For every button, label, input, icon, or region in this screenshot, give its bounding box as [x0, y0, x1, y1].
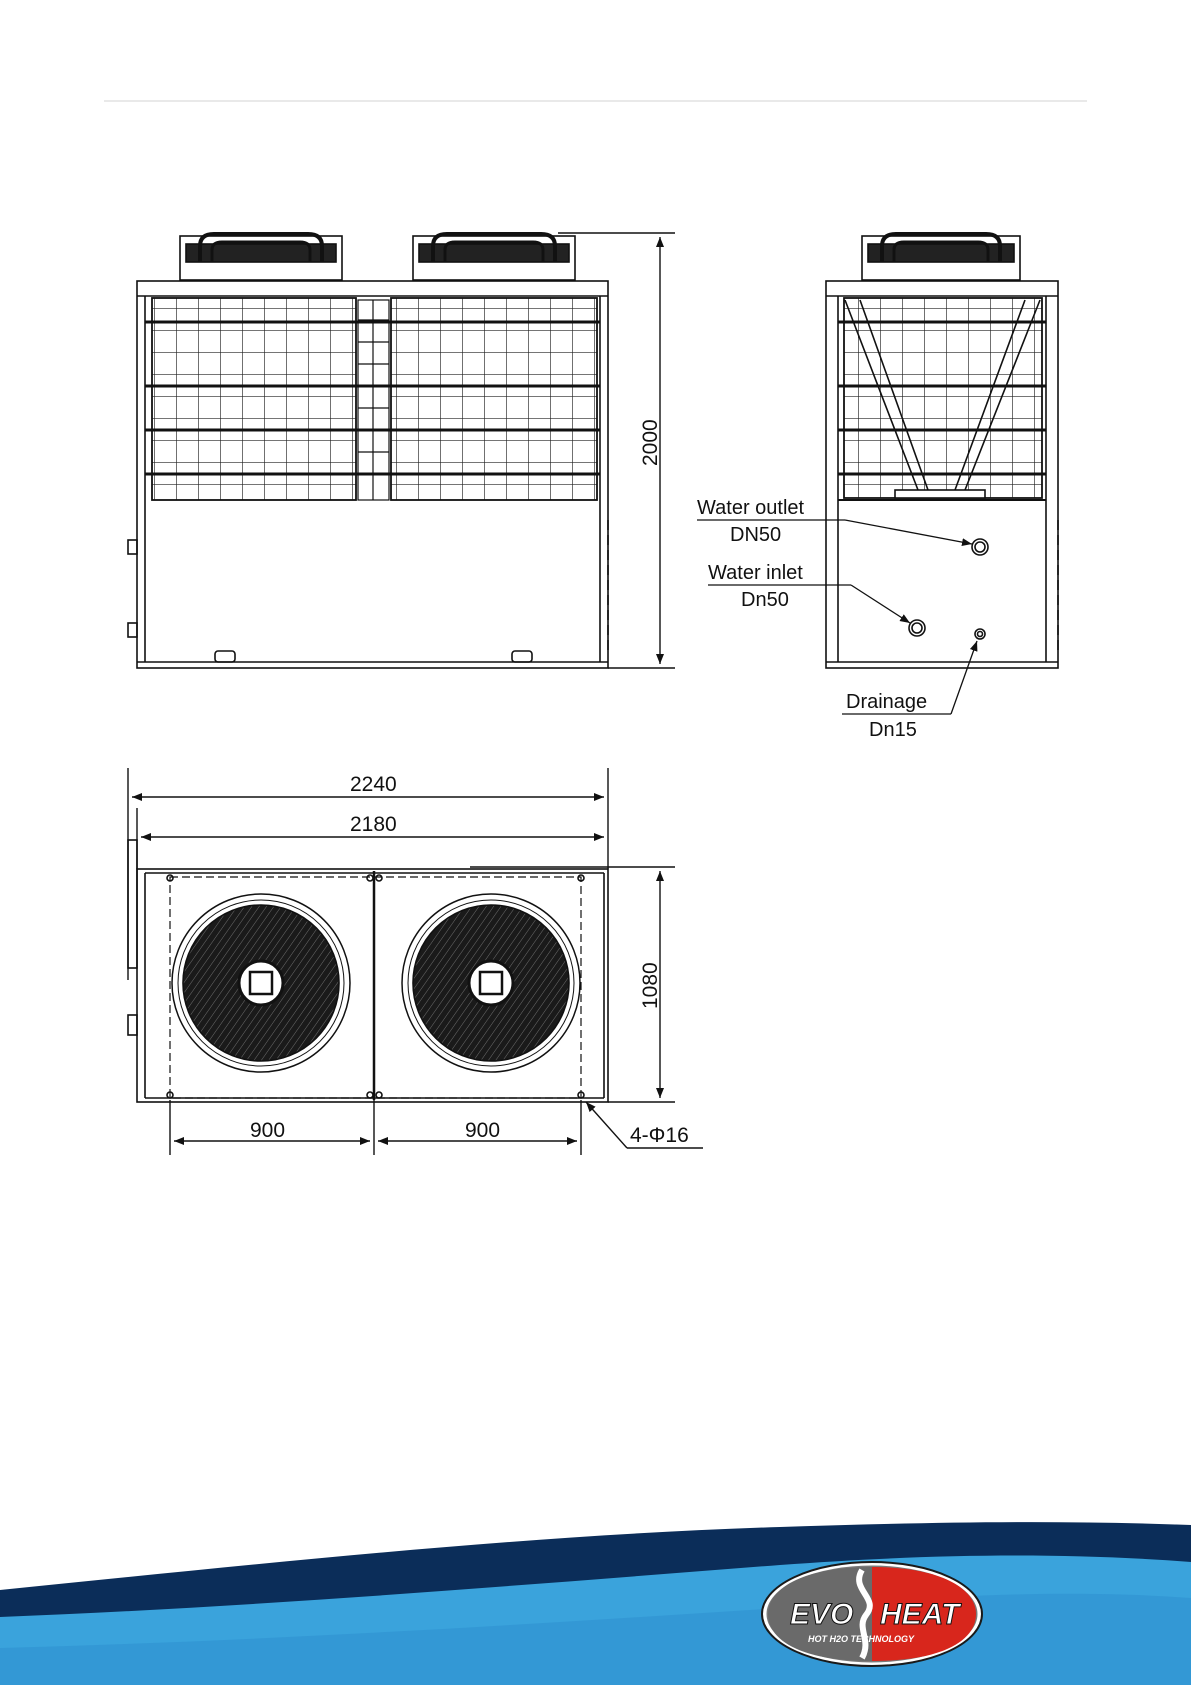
- water-inlet-label: Water inlet: [708, 562, 803, 584]
- depth-label: 1080: [639, 962, 662, 1009]
- height-label: 2000: [639, 419, 662, 466]
- overall-width-label: 2240: [350, 773, 397, 796]
- footer-wave: [0, 1522, 1191, 1685]
- mounting-holes-label: 4-Φ16: [630, 1124, 689, 1147]
- front-view: [128, 234, 608, 668]
- front-grill-right: [391, 298, 597, 500]
- water-outlet-size: DN50: [730, 524, 782, 546]
- evoheat-logo: [762, 1562, 982, 1666]
- top-fan-left: [172, 894, 350, 1072]
- drainage-size: Dn15: [869, 719, 917, 741]
- water-inlet-size: Dn50: [741, 589, 789, 611]
- front-fan-cover-right: [413, 234, 575, 280]
- logo-tagline: HOT H2O TECHNOLOGY: [808, 1634, 915, 1644]
- frame-width-label: 2180: [350, 813, 397, 836]
- top-view: [128, 840, 608, 1102]
- top-fan-right: [402, 894, 580, 1072]
- side-grill: [844, 298, 1042, 498]
- water-outlet-label: Water outlet: [697, 497, 805, 519]
- fan-spacing-left-label: 900: [250, 1119, 286, 1142]
- front-fan-cover-left: [180, 234, 342, 280]
- fan-spacing-right-label: 900: [465, 1119, 501, 1142]
- side-fan-cover: [862, 234, 1020, 280]
- front-grill-left: [152, 298, 356, 500]
- drainage-label: Drainage: [846, 691, 928, 713]
- side-view: [826, 234, 1058, 668]
- logo-text-left: EVO: [790, 1598, 854, 1631]
- logo-text-right: HEAT: [880, 1598, 960, 1631]
